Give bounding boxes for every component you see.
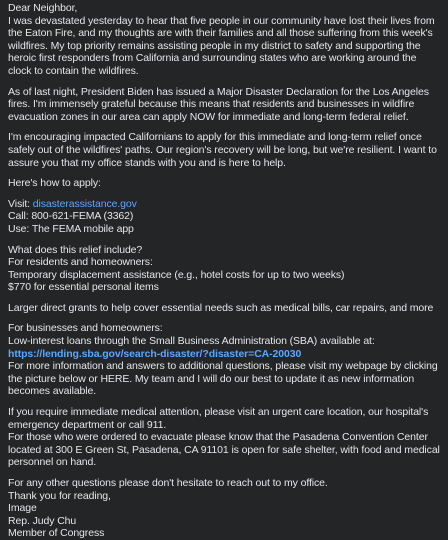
closing bbox=[8, 477, 440, 540]
relief-details bbox=[8, 244, 440, 294]
relief-question: What does this relief include? bbox=[8, 243, 143, 256]
medical-section bbox=[8, 406, 440, 469]
essential-items: $770 for essential personal items bbox=[8, 281, 159, 294]
signature-name: Rep. Judy Chu bbox=[8, 514, 77, 527]
disaster-assistance-link[interactable]: disasterassistance.gov bbox=[32, 197, 137, 210]
use-app-line: Use: The FEMA mobile app bbox=[8, 222, 134, 235]
sba-text: Low-interest loans through the Small Business Administration (SBA) available at: bbox=[8, 335, 375, 348]
business-section bbox=[8, 322, 440, 398]
how-to-apply-heading: Here's how to apply: bbox=[8, 177, 101, 190]
more-info: For more information and answers to additional questions, please visit my webpage by clicking the picture below or HERE. My team and I will do our best to update it as new information becomes available. bbox=[8, 360, 438, 398]
visit-prefix: Visit: bbox=[8, 197, 33, 210]
larger-grants: Larger direct grants to help cover essential needs such as medical bills, car repairs, and more bbox=[8, 301, 434, 314]
call-line: Call: 800-621-FEMA (3362) bbox=[8, 210, 134, 223]
temporary-displacement: Temporary displacement assistance (e.g., hotel costs for up to two weeks) bbox=[8, 268, 345, 281]
business-header: For businesses and homeowners: bbox=[8, 322, 163, 335]
thanks: Thank you for reading, bbox=[8, 489, 111, 502]
signature-title: Member of Congress bbox=[8, 527, 105, 540]
paragraph-disaster-declaration: As of last night, President Biden has issued a Major Disaster Declaration for the Los Angeles fires. I'm immensely grateful because this means that residents and businesses in wildfire evacuation zones in our area can apply NOW for immediate and long-term federal relief. bbox=[8, 85, 429, 123]
apply-methods bbox=[8, 198, 440, 236]
greeting: Dear Neighbor, bbox=[8, 2, 78, 14]
intro-paragraph bbox=[8, 2, 440, 78]
residents-header: For residents and homeowners: bbox=[8, 256, 153, 269]
medical-attention: If you require immediate medical attention, please visit an urgent care location, our hospital's emergency department or call 911. bbox=[8, 406, 429, 431]
paragraph-encouragement: I'm encouraging impacted Californians to apply for this immediate and long-term relief once safely out of the wildfires' paths. Our region's recovery will be long, but we're resilient. I want to assure you that my office stands with you and is here to help. bbox=[8, 131, 437, 169]
image-label: Image bbox=[8, 502, 37, 515]
visit-line bbox=[8, 198, 440, 211]
paragraph-eaton-fire: I was devastated yesterday to hear that five people in our community have lost their lives from the Eaton Fire, and my thoughts are with their families and all those suffering from this week's wildfires. My top priority remains assisting people in my district to safety and supporting the heroic first responders from California and surrounding states who are working around the clock to contain the wildfires. bbox=[8, 14, 435, 77]
other-questions: For any other questions please don't hesitate to reach out to my office. bbox=[8, 477, 328, 489]
evacuation-shelter: For those who were ordered to evacuate please know that the Pasadena Convention Center located at 300 E Green St, Pasadena, CA 91101 is open for safe shelter, with food and medical personnel on hand. bbox=[8, 431, 440, 469]
sba-link[interactable]: https://lending.sba.gov/search-disaster/?disaster=CA-20030 bbox=[8, 347, 302, 360]
